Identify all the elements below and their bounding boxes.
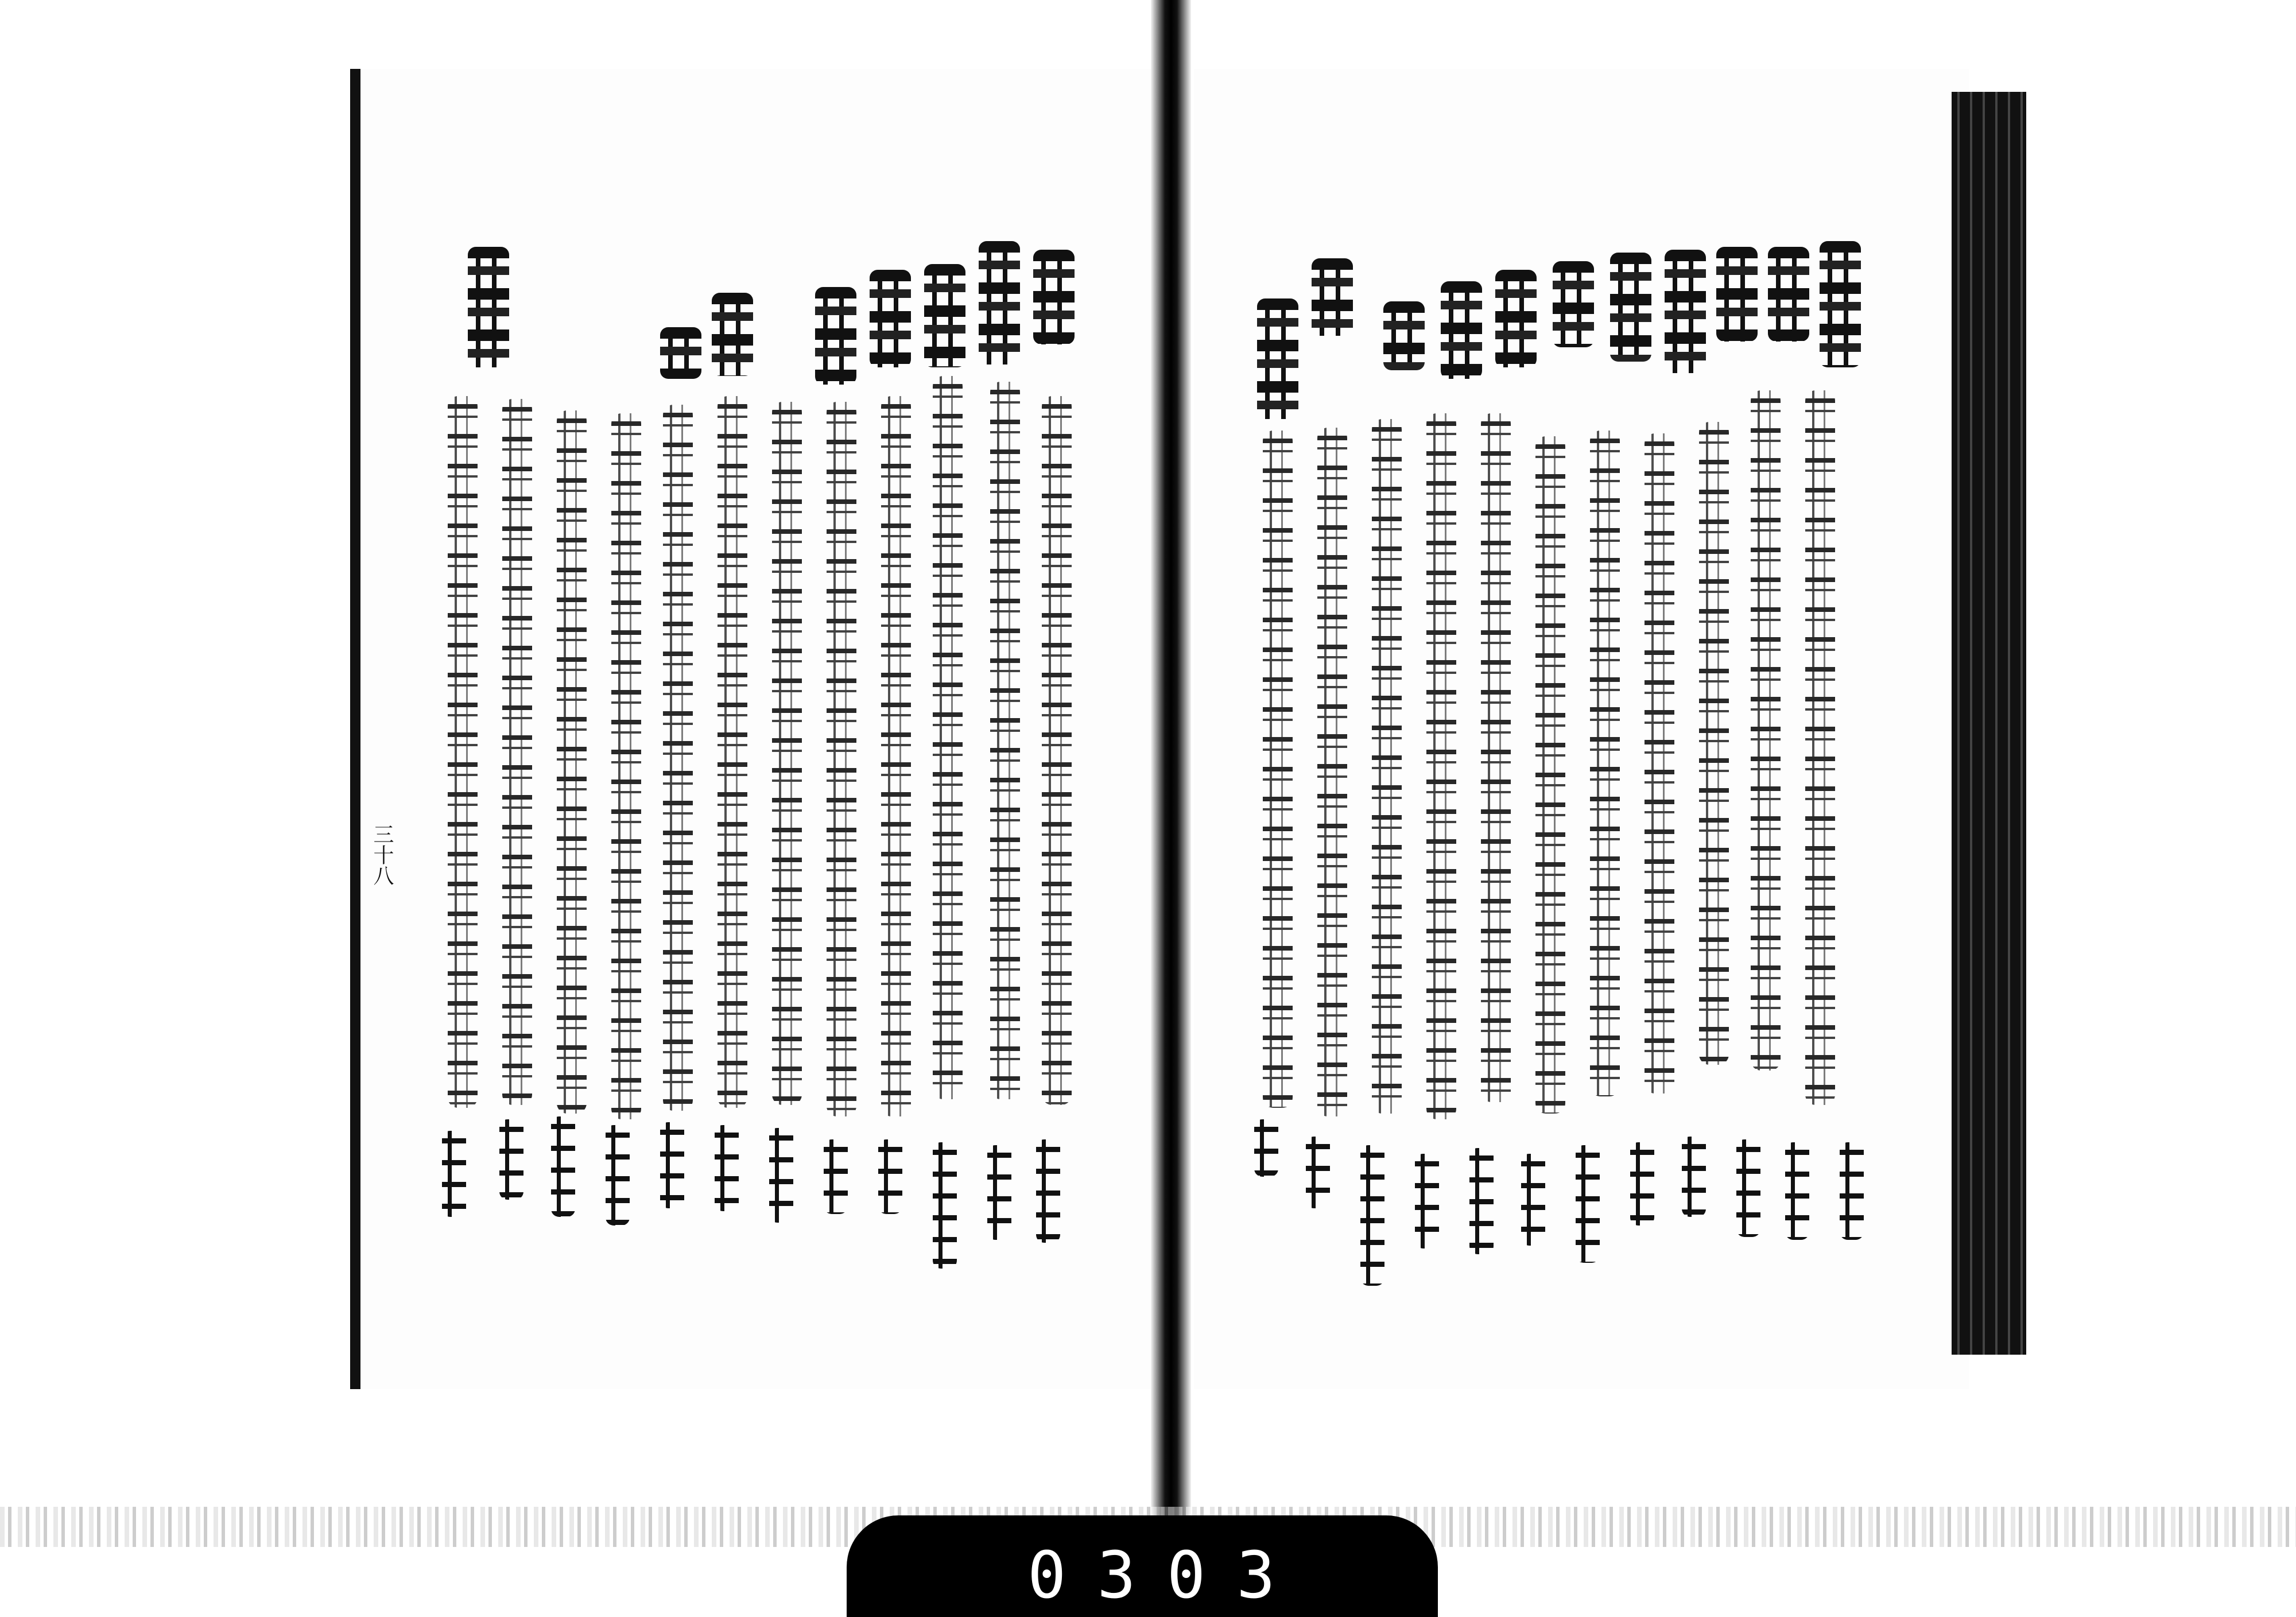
right-page-entry-heading [1257,298,1298,419]
right-page-text-column [1645,433,1674,1093]
right-page-entry-heading [1553,261,1594,347]
right-page-margin-note [1736,1139,1760,1237]
left-page-entry-heading [660,327,701,379]
right-page-entry-heading [1665,250,1706,373]
left-page-folio: 三十八 [370,824,394,886]
left-page-text-column [933,376,963,1099]
right-page-margin-note [1415,1154,1439,1248]
right-page-entry-heading [1610,253,1651,362]
right-page-text-column [1317,428,1347,1116]
book-gutter [1151,0,1191,1617]
left-page-entry-heading [924,264,965,367]
right-page-entry-heading [1716,247,1758,342]
left-page-text-column [1042,396,1072,1105]
left-page-entry-heading [979,241,1020,364]
left-page-text-column [772,402,802,1105]
left-page-text-column [881,396,911,1116]
right-page-margin-note [1521,1154,1545,1246]
left-page-text-column [502,399,532,1105]
left-page-entry-heading [1033,250,1075,344]
left-page-text-column [827,402,856,1116]
right-page-entry-heading [1820,241,1861,367]
right-page-entry-heading [1495,270,1537,367]
right-page-entry-heading [1441,281,1482,379]
right-page-margin-note [1840,1142,1864,1240]
right-page-margin-note [1576,1145,1600,1263]
left-page-margin-note [987,1145,1011,1240]
right-page-margin-note [1306,1137,1330,1208]
right-page-margin-note [1630,1142,1654,1226]
left-page-text-column [990,382,1020,1099]
left-page-margin-note [606,1125,630,1226]
left-page-margin-note [769,1128,793,1223]
right-page-text-column [1372,419,1402,1114]
right-page-text-column [1699,422,1729,1065]
right-page-entry-heading [1768,247,1809,342]
left-page-margin-note [551,1116,575,1217]
right-page-edge [1952,92,2026,1355]
left-page-margin-note [499,1119,523,1200]
right-page-entry-heading [1312,258,1353,336]
right-page-text-column [1481,413,1511,1102]
right-page-margin-note [1360,1145,1384,1286]
left-page-entry-heading [815,287,856,385]
left-page-text-column [557,410,587,1114]
frame-number: 0303 [1027,1538,1306,1613]
right-page-margin-note [1682,1137,1706,1217]
right-page-text-column [1590,431,1620,1096]
left-page-margin-note [878,1139,902,1214]
left-page-text-column [448,396,478,1108]
right-page-text-column [1535,436,1565,1114]
left-page-margin-note [1036,1139,1060,1243]
left-page-entry-heading [870,270,911,367]
right-page-margin-note [1254,1119,1278,1177]
left-page-text-column [718,396,747,1108]
left-page-margin-note [933,1142,957,1269]
right-page-margin-note [1785,1142,1809,1240]
left-page-entry-heading [712,293,753,376]
left-page-text-column [611,413,641,1119]
left-page-entry-heading [468,247,509,367]
left-page-margin-note [715,1125,739,1211]
right-page-text-column [1751,390,1781,1071]
left-page-text-column [663,405,693,1111]
right-page-margin-note [1469,1148,1494,1254]
right-page-text-column [1805,390,1835,1105]
left-page-margin-note [442,1131,466,1217]
right-page-text-column [1263,431,1293,1108]
right-page-entry-heading [1383,301,1425,370]
right-page-text-column [1426,413,1456,1119]
left-page-margin-note [660,1122,684,1208]
left-page-margin-note [824,1139,848,1214]
